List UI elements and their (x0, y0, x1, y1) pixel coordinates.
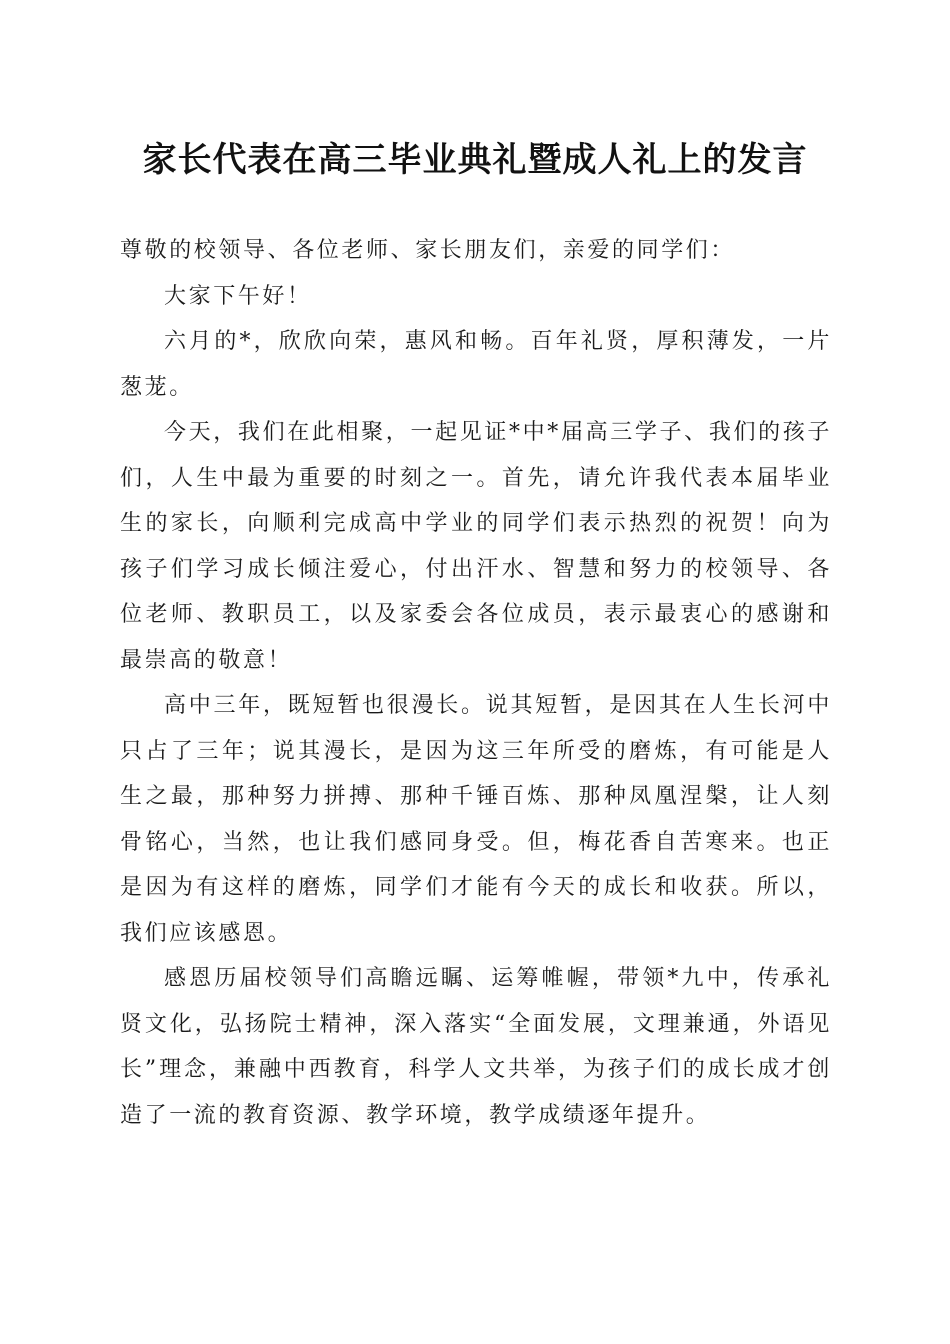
document-body (120, 228, 832, 1138)
paragraph-today: 今天，我们在此相聚，一起见证*中*届高三学子、我们的孩子们，人生中最为重要的时刻之一。首先，请允许我代表本届毕业生的家长，向顺利完成高中学业的同学们表示热烈的祝贺！向为孩子们学习成长倾注爱心，付出汗水、智慧和努力的校领导、各位老师、教职员工，以及家委会各位成员，表示最衷心的感谢和最崇高的敬意！ (120, 420, 832, 673)
paragraph-three-years: 高中三年，既短暂也很漫长。说其短暂，是因其在人生长河中只占了三年；说其漫长，是因为这三年所受的磨炼，有可能是人生之最，那种努力拼搏、那种千锤百炼、那种凤凰涅槃，让人刻骨铭心，当然，也让我们感同身受。但，梅花香自苦寒来。也正是因为有这样的磨炼，同学们才能有今天的成长和收获。所以，我们应该感恩。 (120, 693, 832, 946)
paragraph-gratitude: 感恩历届校领导们高瞻远瞩、运筹帷幄，带领*九中，传承礼贤文化，弘扬院士精神，深入落实“全面发展，文理兼通，外语见长”理念，兼融中西教育，科学人文共举，为孩子们的成长成才创造了一流的教育资源、教学环境，教学成绩逐年提升。 (120, 966, 832, 1128)
paragraph-june: 六月的*，欣欣向荣，惠风和畅。百年礼贤，厚积薄发，一片葱茏。 (120, 329, 832, 400)
salutation: 尊敬的校领导、各位老师、家长朋友们，亲爱的同学们： (120, 238, 736, 263)
paragraph-greeting: 大家下午好！ (164, 283, 312, 309)
document-title: 家长代表在高三毕业典礼暨成人礼上的发言 (142, 140, 808, 180)
